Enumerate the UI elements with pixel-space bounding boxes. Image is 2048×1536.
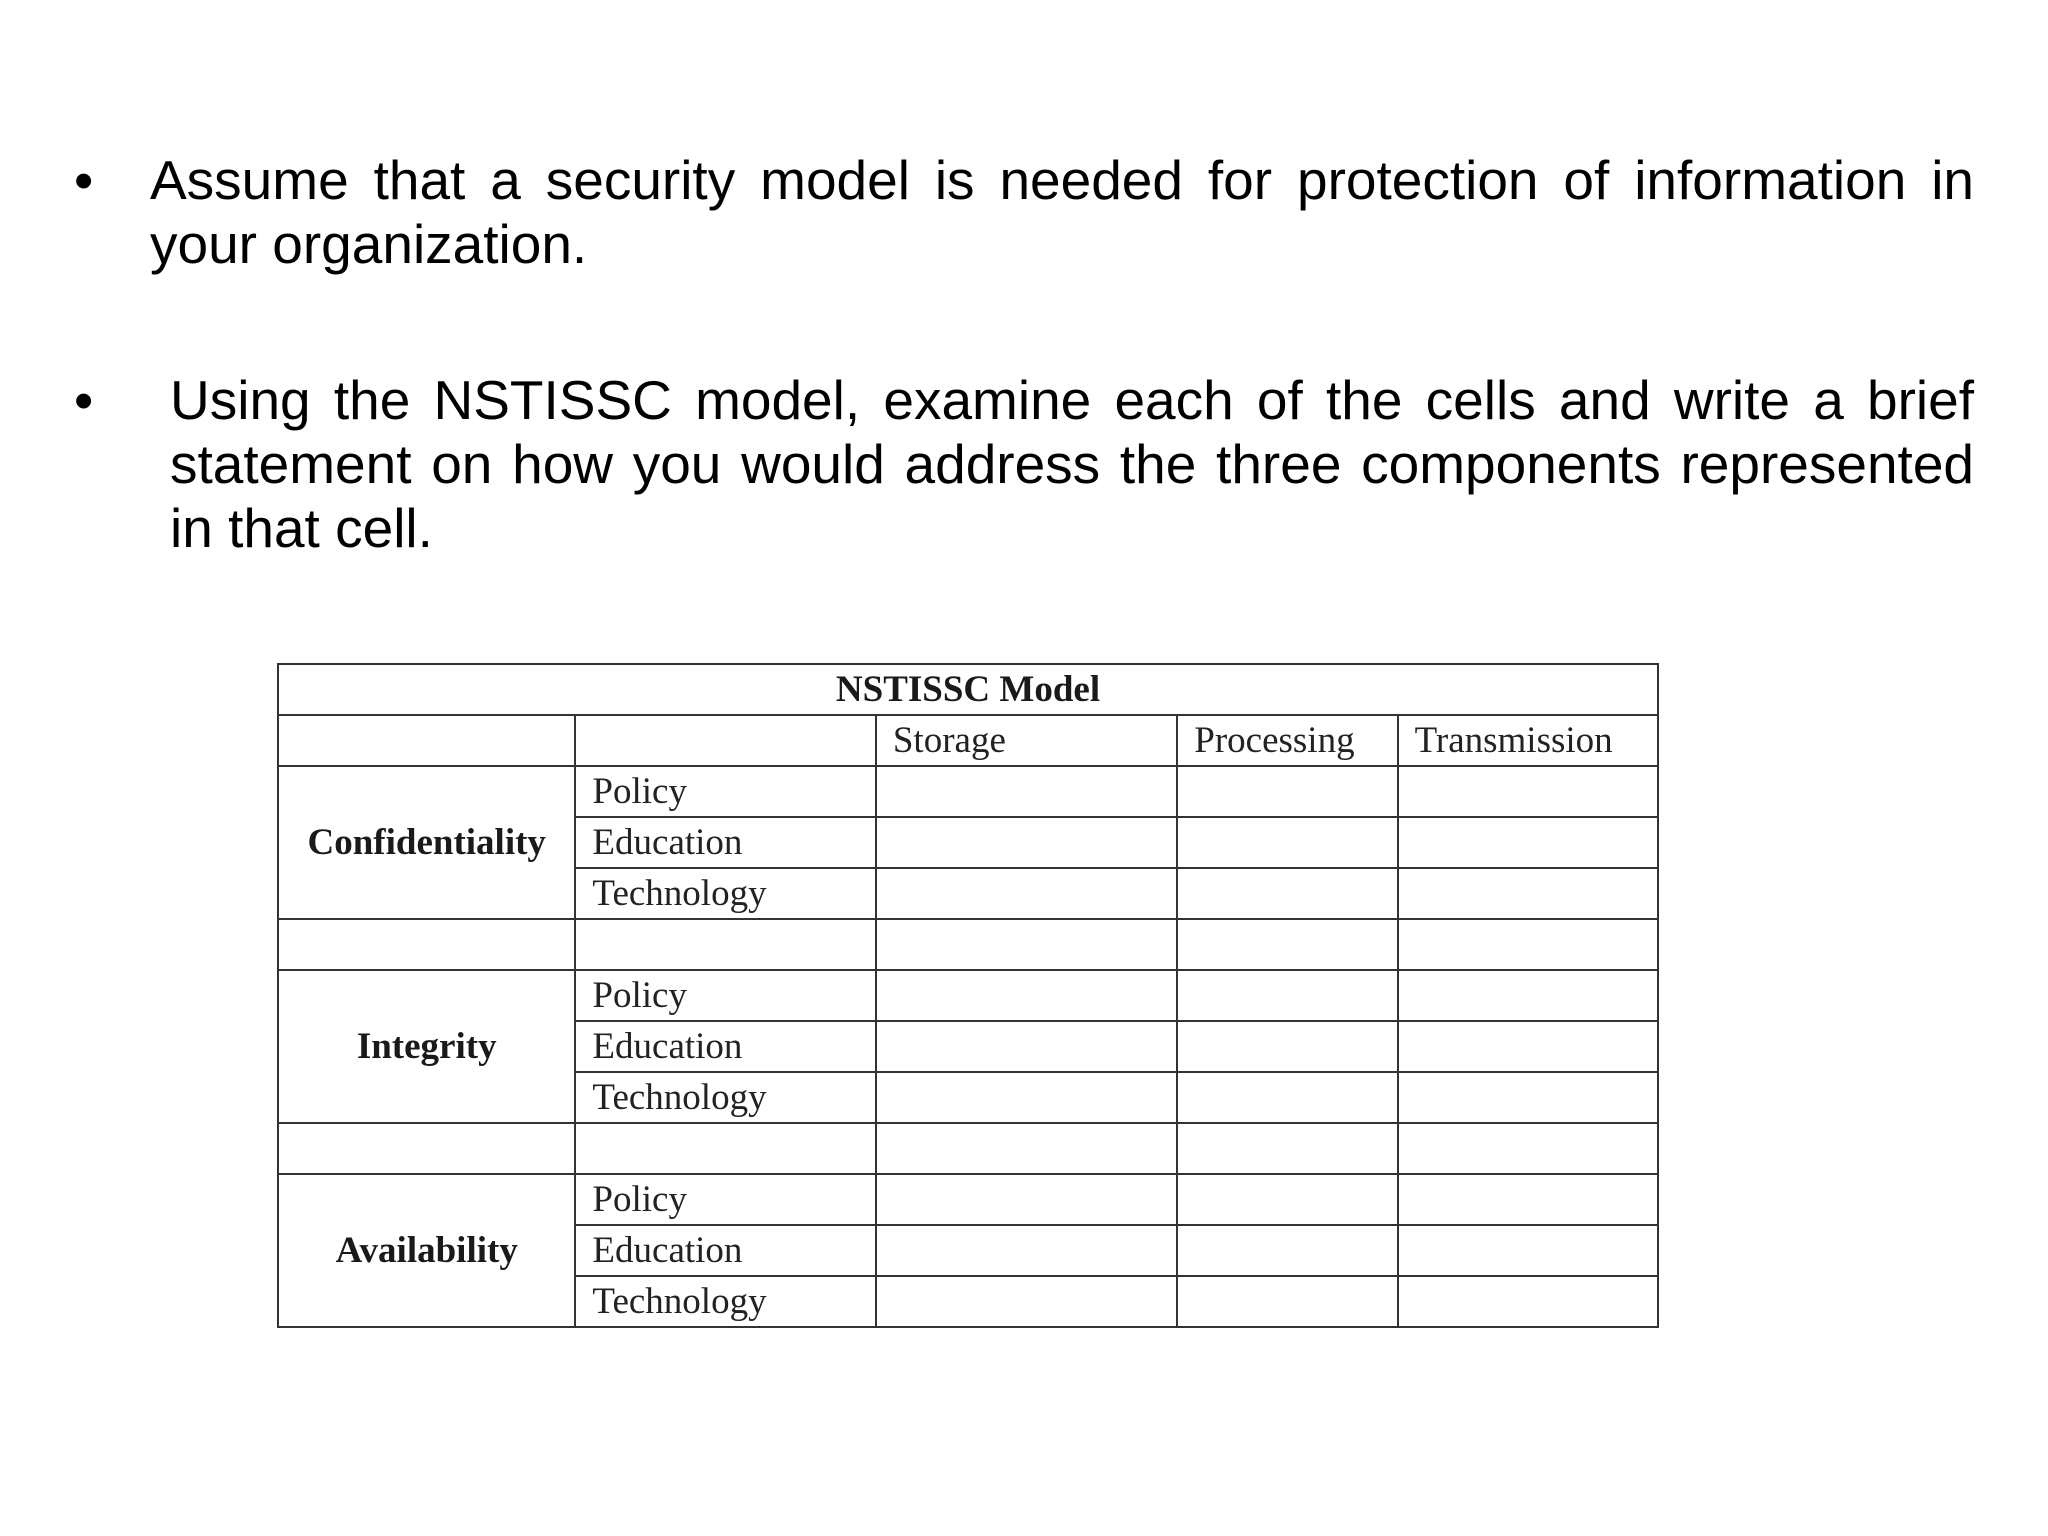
table-cell [876, 1021, 1177, 1072]
group-label-availability: Availability [278, 1174, 575, 1327]
bullet-text: Using the NSTISSC model, examine each of the cells and write a brief statement on how you would address the three components represented in that cell. [170, 369, 1974, 559]
table-cell [876, 1072, 1177, 1123]
table-cell [876, 1174, 1177, 1225]
layer-label: Policy [575, 1174, 875, 1225]
layer-label: Technology [575, 868, 875, 919]
bullet-item-1 [74, 148, 1974, 276]
table-cell [1177, 1225, 1397, 1276]
table-cell [1177, 1072, 1397, 1123]
table-cell [1398, 1072, 1658, 1123]
table-cell [1177, 766, 1397, 817]
layer-label: Policy [575, 970, 875, 1021]
bullet-text: Assume that a security model is needed for protection of information in your organization. [150, 149, 1974, 275]
table-cell [1177, 817, 1397, 868]
nstissc-model-table [277, 663, 1659, 1328]
table-cell [876, 970, 1177, 1021]
layer-label: Technology [575, 1276, 875, 1327]
table-cell [575, 919, 875, 970]
bullet-marker: • [74, 149, 94, 211]
table-cell [575, 1123, 875, 1174]
table-cell [1398, 766, 1658, 817]
table-cell [1398, 1123, 1658, 1174]
column-header-processing: Processing [1177, 715, 1397, 766]
layer-label: Education [575, 1225, 875, 1276]
table-empty-cell [278, 715, 575, 766]
table-spacer-row [278, 1123, 1658, 1174]
table-cell [876, 868, 1177, 919]
table-cell [1398, 1021, 1658, 1072]
table-cell [1398, 868, 1658, 919]
table-cell [876, 1276, 1177, 1327]
table-cell [1398, 817, 1658, 868]
group-label-integrity: Integrity [278, 970, 575, 1123]
layer-label: Technology [575, 1072, 875, 1123]
table-cell [1177, 1123, 1397, 1174]
table-cell [876, 919, 1177, 970]
layer-label: Education [575, 1021, 875, 1072]
column-header-transmission: Transmission [1398, 715, 1658, 766]
table-cell [876, 1225, 1177, 1276]
layer-label: Policy [575, 766, 875, 817]
table-cell [1177, 1174, 1397, 1225]
table-cell [1177, 970, 1397, 1021]
table-cell [1177, 1021, 1397, 1072]
table-cell [1177, 868, 1397, 919]
table-cell [278, 919, 575, 970]
table-row [278, 1174, 1658, 1225]
table-spacer-row [278, 919, 1658, 970]
bullet-marker: • [74, 369, 94, 431]
table-row [278, 766, 1658, 817]
table-cell [1177, 1276, 1397, 1327]
table-cell [876, 817, 1177, 868]
table-cell [278, 1123, 575, 1174]
table-cell [876, 766, 1177, 817]
table-cell [1398, 919, 1658, 970]
table-title: NSTISSC Model [278, 664, 1658, 715]
column-header-storage: Storage [876, 715, 1177, 766]
table-row [278, 970, 1658, 1021]
bullet-item-2 [74, 368, 1974, 560]
table-header-row [278, 715, 1658, 766]
table-cell [1398, 1225, 1658, 1276]
group-label-confidentiality: Confidentiality [278, 766, 575, 919]
table-title-row [278, 664, 1658, 715]
table-cell [1398, 970, 1658, 1021]
table-cell [1398, 1174, 1658, 1225]
table-empty-cell [575, 715, 875, 766]
table-cell [1398, 1276, 1658, 1327]
table-cell [1177, 919, 1397, 970]
table-cell [876, 1123, 1177, 1174]
bullet-list [74, 148, 1974, 560]
layer-label: Education [575, 817, 875, 868]
